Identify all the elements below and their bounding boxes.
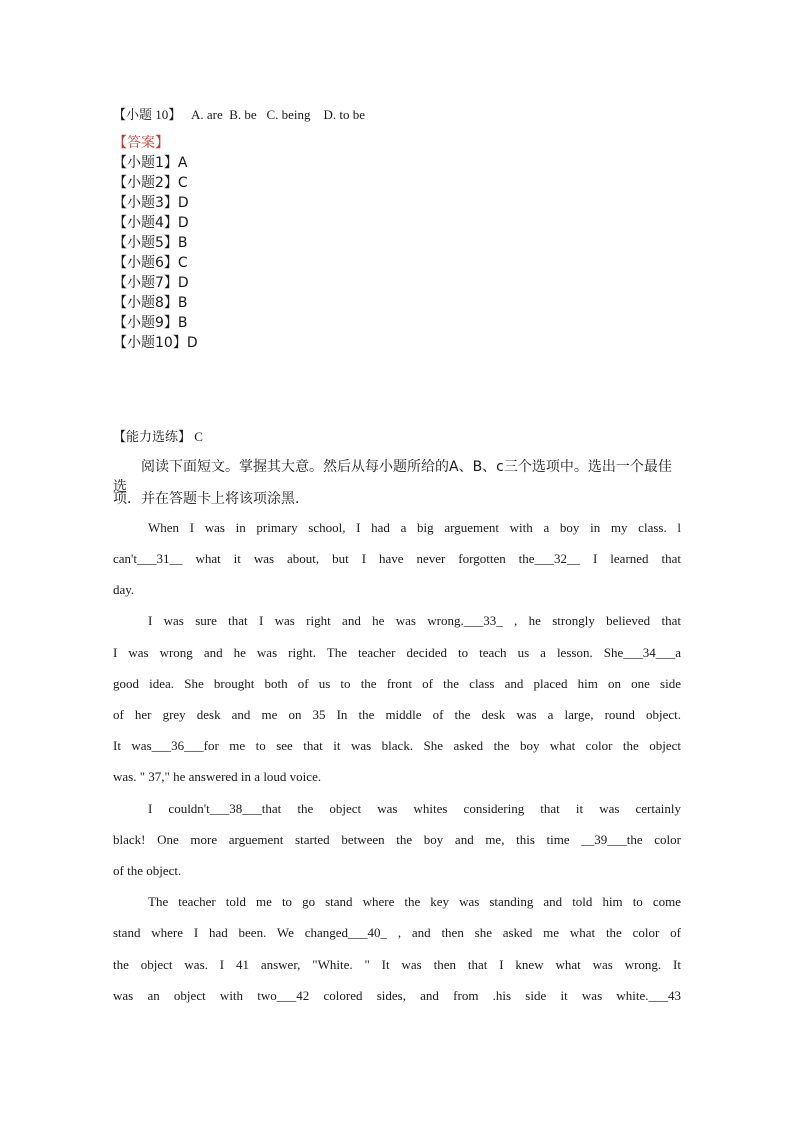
instructions-line-1: 阅读下面短文。掌握其大意。然后从每小题所给的A、B、c三个选项中。选出一个最佳选 (113, 459, 672, 495)
answer-line: 【小题2】C (113, 175, 188, 191)
answer-heading: 【答案】 (113, 135, 169, 151)
passage-line: the object was. I 41 answer, "White. " It was then that I knew what was wrong. It (113, 957, 681, 972)
passage-line: When I was in primary school, I had a big arguement with a boy in my class. l (148, 520, 681, 535)
section-title: 【能力选练】 C (113, 429, 203, 444)
answer-line: 【小题9】B (113, 315, 188, 331)
question-10-options: 【小题 10】 A. are B. be C. being D. to be (113, 107, 366, 122)
answer-line: 【小题7】D (113, 275, 189, 291)
answer-line: 【小题3】D (113, 195, 189, 211)
passage-line: I couldn't___38___that the object was whites considering that it was certainly (148, 801, 681, 816)
answer-line: 【小题6】C (113, 255, 188, 271)
passage-line: of her grey desk and me on 35 In the middle of the desk was a large, round object. (113, 707, 681, 722)
passage-line: can't___31__ what it was about, but I have never forgotten the___32__ I learned that (113, 551, 681, 566)
passage-line: I was sure that I was right and he was wrong.___33_ , he strongly believed that (148, 613, 681, 628)
instructions-line-2: 项．并在答题卡上将该项涂黑． (113, 491, 309, 507)
answer-line: 【小题1】A (113, 155, 188, 171)
passage-line: good idea. She brought both of us to the front of the class and placed him on one side (113, 676, 681, 691)
passage-line: day. (113, 582, 135, 597)
passage-line: stand where I had been. We changed___40_ , and then she asked me what the color of (113, 925, 681, 940)
answer-block (113, 133, 198, 353)
answer-line: 【小题8】B (113, 295, 188, 311)
passage-line: It was___36___for me to see that it was black. She asked the boy what color the object (113, 738, 681, 753)
passage-line: of the object. (113, 863, 182, 878)
passage-line: I was wrong and he was right. The teacher decided to teach us a lesson. She___34___a (113, 645, 681, 660)
answer-line: 【小题4】D (113, 215, 189, 231)
passage-line: The teacher told me to go stand where the key was standing and told him to come (148, 894, 681, 909)
answer-line: 【小题5】B (113, 235, 188, 251)
passage-line: was an object with two___42 colored sides, and from .his side it was white.___43 (113, 988, 681, 1003)
answer-line: 【小题10】D (113, 335, 198, 351)
passage-line: was. " 37," he answered in a loud voice. (113, 769, 322, 784)
passage-line: black! One more arguement started between the boy and me, this time __39___the color (113, 832, 681, 847)
